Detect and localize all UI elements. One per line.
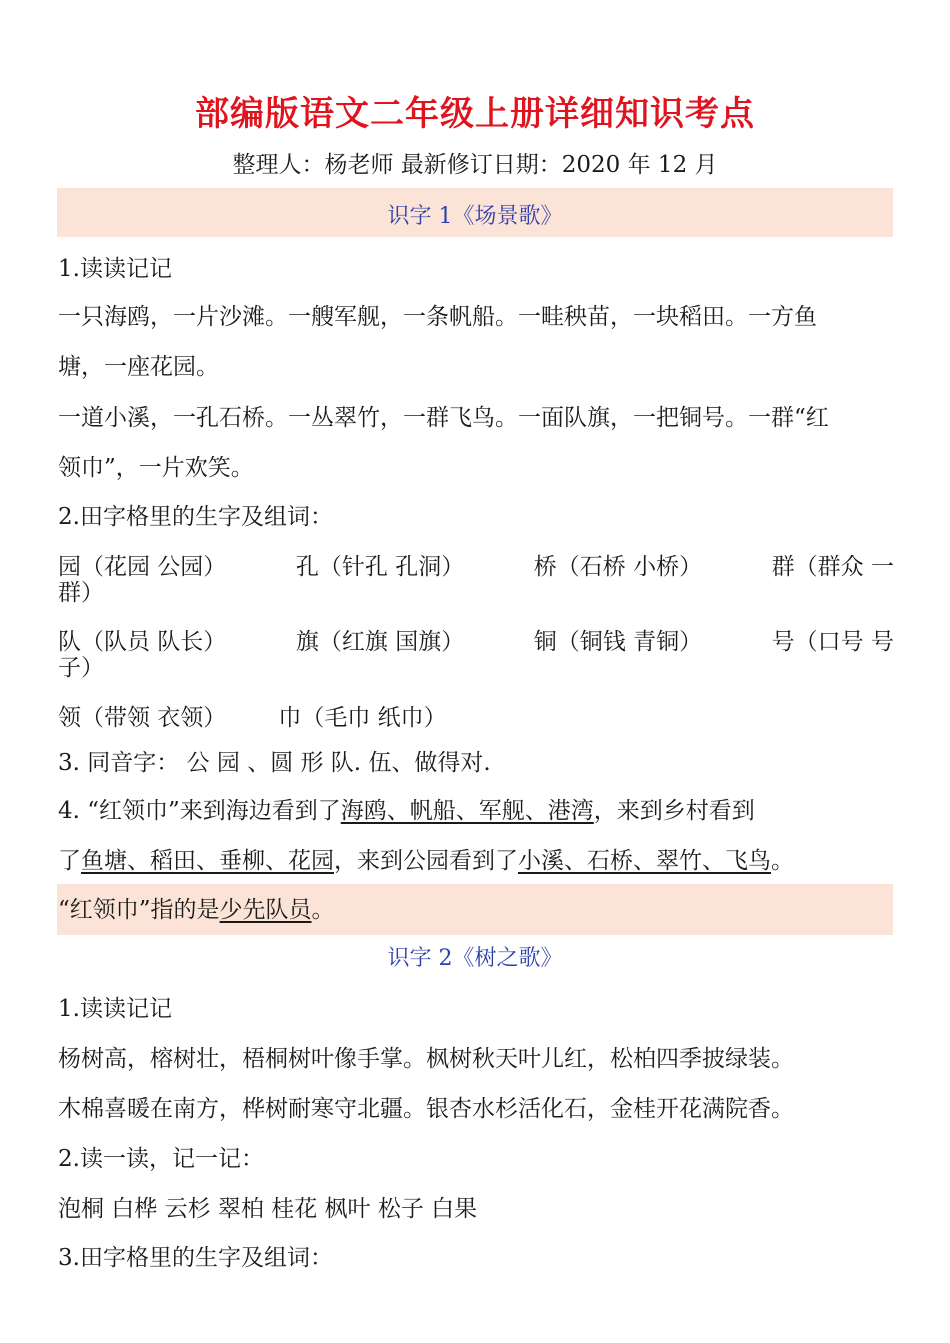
word-row-wrap: 群）	[58, 580, 104, 606]
lesson2-heading: 识字 2《树之歌》	[387, 946, 563, 971]
lesson1-question4	[58, 792, 755, 825]
lesson2-read2-label: 2.读一读，记一记：	[58, 1146, 264, 1172]
lesson2-read-label: 1.读读记记	[58, 996, 172, 1022]
lesson2-read-text: 木棉喜暖在南方，桦树耐寒守北疆。银杏水杉活化石，金桂开花满院香。	[58, 1096, 794, 1122]
q4-text: ，来到乡村看到	[593, 798, 755, 824]
lesson1-read-text: 一只海鸥，一片沙滩。一艘军舰，一条帆船。一畦秧苗，一块稻田。一方鱼	[58, 304, 817, 330]
lesson2-read2-words: 泡桐 白桦 云杉 翠柏 桂花 枫叶 松子 白果	[58, 1196, 478, 1222]
word-group: 群（群众 一	[771, 554, 894, 580]
word-row	[58, 548, 894, 581]
q4-text: 了	[58, 848, 81, 874]
author-date-line: 整理人：杨老师 最新修订日期：2020 年 12 月	[232, 152, 718, 178]
word-group: 孔（针孔 孔洞）	[295, 554, 465, 580]
lesson1-homophones: 3. 同音字： 公 园 、圆 形 队. 伍、做得对.	[58, 750, 491, 776]
q4-answer: 海鸥、帆船、军舰、港湾	[340, 798, 594, 824]
q4-text: ，来到公园看到了	[334, 848, 518, 874]
lesson1-read-label: 1.读读记记	[58, 256, 172, 282]
lesson1-read-text: 塘，一座花园。	[58, 354, 219, 380]
word-row-wrap: 子）	[58, 655, 104, 681]
document-title: 部编版语文二年级上册详细知识考点	[195, 94, 755, 134]
word-group: 巾（毛巾 纸巾）	[278, 705, 447, 731]
lesson1-words-label: 2.田字格里的生字及组词：	[58, 504, 333, 530]
word-group: 队（队员 队长）	[58, 629, 227, 655]
q4-text: 。	[771, 848, 794, 874]
q4-answer: 少先队员	[219, 897, 312, 923]
q4-text: 4. “红领巾”来到海边看到了	[58, 798, 341, 824]
q4-text: 。	[311, 897, 335, 923]
word-group: 号（口号 号	[771, 629, 894, 655]
lesson2-words-label: 3.田字格里的生字及组词：	[58, 1245, 333, 1271]
lesson1-read-text: 一道小溪，一孔石桥。一丛翠竹，一群飞鸟。一面队旗，一把铜号。一群“红	[58, 405, 829, 431]
word-group: 领（带领 衣领）	[58, 705, 227, 731]
word-group: 铜（铜钱 青铜）	[533, 629, 703, 655]
q4-answer: 小溪、石桥、翠竹、飞鸟	[518, 848, 771, 874]
lesson1-read-text: 领巾”，一片欢笑。	[58, 455, 254, 481]
word-group: 桥（石桥 小桥）	[533, 554, 703, 580]
q4-answer: 鱼塘、稻田、垂柳、花园	[81, 848, 334, 874]
lesson1-question4	[58, 891, 335, 924]
lesson1-question4	[58, 842, 794, 875]
lesson2-read-text: 杨树高，榕树壮，梧桐树叶像手掌。枫树秋天叶儿红，松柏四季披绿装。	[58, 1046, 794, 1072]
lesson1-heading: 识字 1《场景歌》	[387, 204, 563, 229]
word-group: 园（花园 公园）	[58, 554, 227, 580]
word-group: 旗（红旗 国旗）	[295, 629, 465, 655]
q4-text: “红领巾”指的是	[58, 897, 220, 923]
word-row	[58, 699, 447, 732]
word-row	[58, 623, 894, 656]
